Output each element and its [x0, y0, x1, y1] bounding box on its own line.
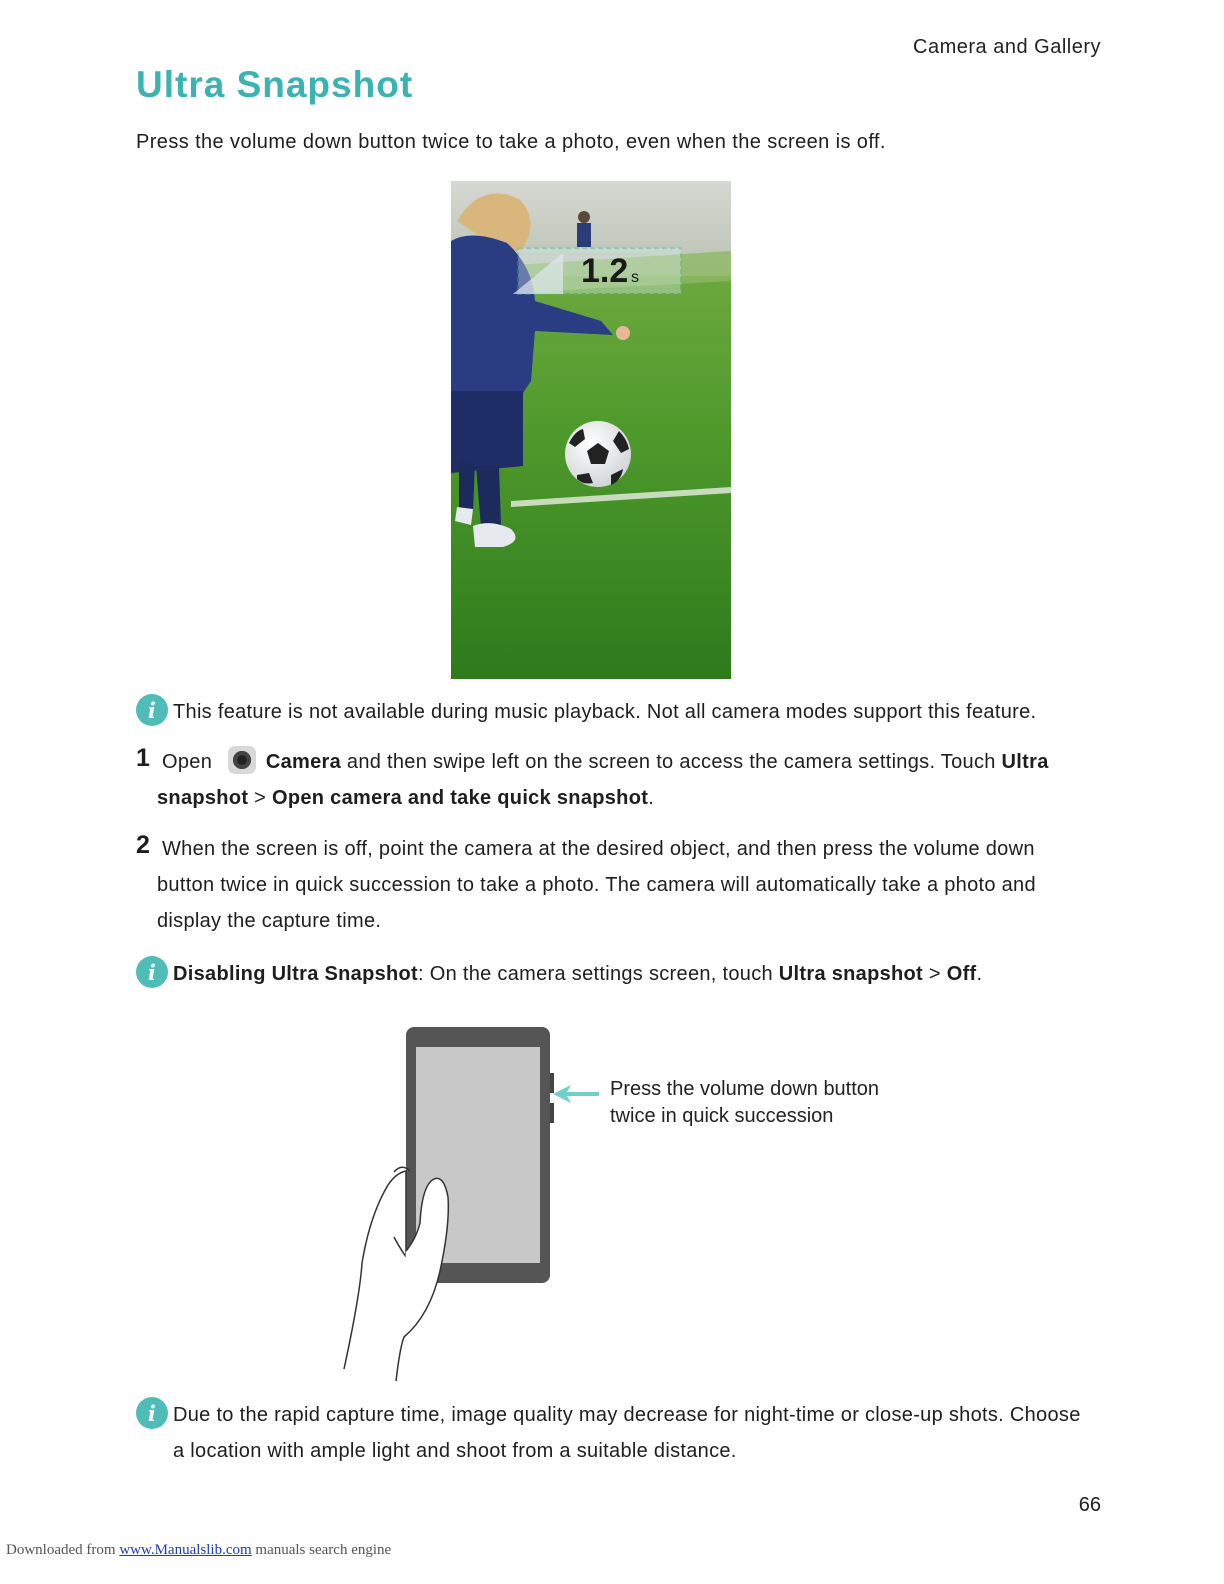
phone-hand-illustration: [340, 1025, 570, 1385]
info-icon: i: [136, 694, 168, 726]
camera-app-icon: [228, 746, 256, 774]
step-number: 2: [136, 831, 151, 859]
note-music-playback: i This feature is not available during music playback. Not all camera modes support this feature.: [136, 694, 1036, 730]
page-number: 66: [1078, 1494, 1101, 1516]
note-disabling: i Disabling Ultra Snapshot: On the camera settings screen, touch Ultra snapshot > Off.: [136, 956, 982, 992]
download-footer: Downloaded from www.Manualslib.com manuals search engine: [6, 1542, 392, 1558]
timer-unit: s: [631, 269, 639, 286]
note-image-quality: i Due to the rapid capture time, image quality may decrease for night-time or close-up shots. Choose a location with ample light and shoot from a suitable distance.: [136, 1397, 1096, 1469]
intro-text: Press the volume down button twice to take a photo, even when the screen is off.: [136, 131, 886, 153]
volume-callout: Press the volume down button twice in quick succession: [610, 1078, 880, 1127]
page-title: Ultra Snapshot: [136, 64, 414, 105]
step-number: 1: [136, 744, 151, 772]
info-icon: i: [136, 1397, 168, 1429]
arrow-left-icon: [553, 1083, 601, 1105]
soccer-photo: [451, 181, 731, 679]
step-2: 2 When the screen is off, point the camera at the desired object, and then press the volume down button twice in quick succession to take a photo. The camera will automatically take a photo and display the capture time.: [136, 831, 1096, 939]
timer-value: 1.2: [581, 252, 629, 290]
manualslib-link[interactable]: www.Manualslib.com: [119, 1542, 252, 1558]
step-1: 1 Open Camera and then swipe left on the screen to access the camera settings. Touch Ultra snapshot > Open camera and take quick snapshot.: [136, 744, 1096, 816]
chapter-header: Camera and Gallery: [913, 36, 1101, 58]
info-icon: i: [136, 956, 168, 988]
